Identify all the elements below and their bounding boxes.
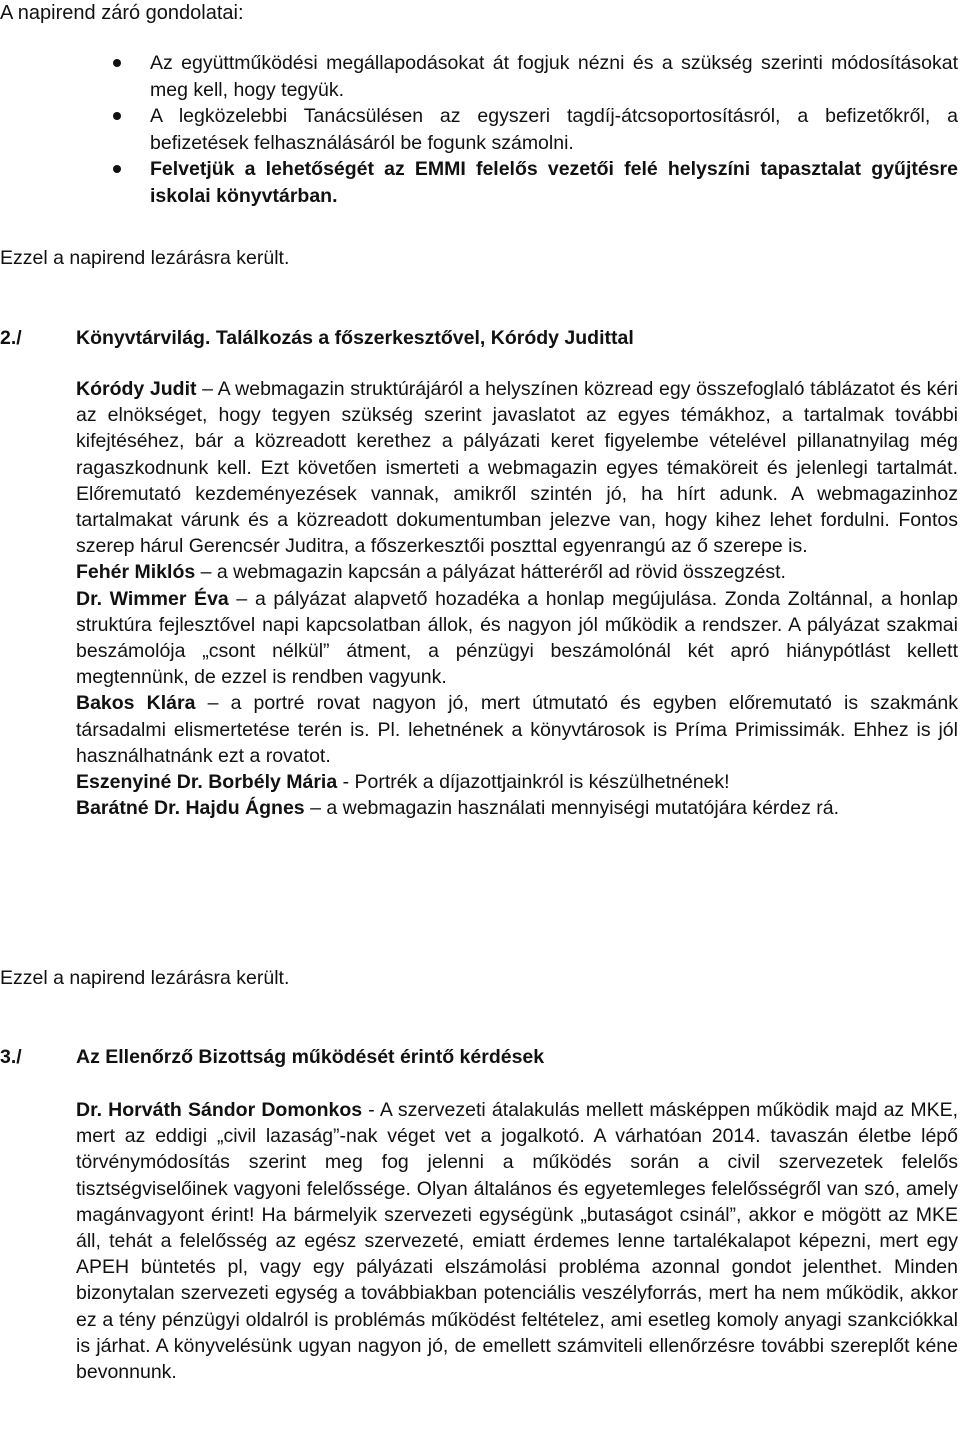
bullet-text: A legközelebbi Tanácsülésen az egyszeri tagdíj-átcsoportosításról, a befizetőkről, a befizetések felhasználásáról be fogunk számolni.	[150, 105, 958, 154]
bullet-dot-icon	[113, 59, 121, 67]
speaker-text: a webmagazin használati mennyiségi mutatójára kérdez rá.	[326, 797, 840, 820]
bullet-item	[0, 156, 958, 209]
speaker-dash: –	[200, 561, 212, 584]
closing-thoughts-list	[0, 50, 958, 209]
speaker-dash: –	[236, 587, 248, 610]
speaker-text: A szervezeti átalakulás mellett másképpen működik majd az MKE, mert az eddigi „civil lazaság”-nak véget vet a jogalkotó. A várhatóan 2014. tavaszán életbe lépő törvénymódosítás szerint meg fog jelenni a működés során a civil szervezetek felelős tisztségviselőinek vagyoni felelőssége. Olyan általános és egyetemleges felelősségről van szó, amely magánvagyont érint! Ha bármelyik szervezeti egységünk „butaságot csinál”, akkor e mögött az MKE áll, tehát a felelősség az egész szervezeté, emiatt érdemes lenne tartalékalapot képezni, mert egy APEH büntetés pl, vagy egy pályázati elszámolási probléma azonnal gondot jelenthet. Minden bizonytalan szervezeti egység a továbbiakban potenciális veszélyforrás, mert ha nem működik, akkor ez a tény pénzügyi oldalról is problémás működést feltételez, ami esetleg komoly anyagi szankciókkal is járhat. A könyvelésünk ugyan nagyon jó, de emellett számviteli ellenőrzésre további szereplőt kéne bevonnunk.	[76, 1099, 958, 1384]
bullet-item	[0, 50, 958, 103]
bullet-dot-icon	[113, 112, 121, 120]
section-2-body	[76, 376, 958, 821]
closing-statement: Ezzel a napirend lezárásra került.	[0, 247, 290, 269]
speaker-text: a webmagazin kapcsán a pályázat hátteréről ad rövid összegzést.	[216, 561, 786, 584]
closing-statement: Ezzel a napirend lezárásra került.	[0, 967, 290, 989]
speaker-paragraph	[76, 690, 958, 769]
bullet-text: Az együttműködési megállapodásokat át fogjuk nézni és a szükség szerinti módosításokat meg kell, hogy tegyük.	[150, 52, 958, 101]
section-title-bold: Könyvtárvilág.	[76, 327, 211, 349]
speaker-dash: –	[207, 692, 219, 715]
speaker-dash: –	[202, 378, 213, 400]
section-title	[76, 1044, 544, 1070]
section-title-rest: Találkozás a főszerkesztővel, Kóródy Judittal	[215, 327, 634, 349]
speaker-text: a portré rovat nagyon jó, mert útmutató és egyben előremutató is szakmánk társadalmi elismertetése terén is. Pl. lehetnének a könyvtárosok is Príma Primissimák. Ehhez is jól használhatnánk ezt a rovatot.	[76, 692, 958, 767]
speaker-name: Kóródy Judit	[76, 378, 197, 400]
speaker-text: a pályázat alapvető hozadéka a honlap megújulása. Zonda Zoltánnal, a honlap struktúra fejlesztővel napi kapcsolatban állok, és nagyon jól működik a rendszer. A pályázat szakmai beszámolója „csont nélkül” átment, a pénzügyi beszámolónál két apró hiánypótlást kellett megtennünk, de ezzel is rendben vagyunk.	[76, 587, 959, 689]
section-number: 2./	[0, 327, 22, 349]
speaker-paragraph	[76, 795, 958, 821]
speaker-paragraph	[76, 586, 958, 691]
speaker-dash: -	[368, 1099, 375, 1121]
speaker-paragraph	[76, 1097, 958, 1385]
speaker-name: Dr. Wimmer Éva	[76, 587, 229, 610]
bullet-dot-icon	[113, 165, 121, 173]
speaker-dash: –	[310, 797, 321, 820]
speaker-paragraph	[76, 559, 958, 585]
section-number: 3./	[0, 1046, 22, 1068]
speaker-paragraph	[76, 769, 958, 795]
section-title-bold: Az Ellenőrző Bizottság működését érintő kérdések	[76, 1046, 545, 1068]
bullet-text: Felvetjük a lehetőségét az EMMI felelős vezetői felé helyszíni tapasztalat gyűjtésre iskolai könyvtárban.	[150, 158, 958, 207]
speaker-paragraph	[76, 376, 958, 559]
section-title	[76, 325, 634, 351]
speaker-name: Fehér Miklós	[76, 561, 196, 584]
section-3-body	[76, 1097, 958, 1385]
speaker-text: A webmagazin struktúrájáról a helyszínen közread egy összefoglaló táblázatot és kéri az elnökséget, hogy tegyen szükség szerint javaslatot az egyes témákhoz, a tartalmak további kifejtéséhez, bár a közreadott kerethez a pályázati keret figyelembe vételével pillanatnyilag még ragaszkodnunk kell. Ezt követően ismerteti a webmagazin egyes témaköreit és jelenlegi tartalmát. Előremutató kezdeményezések vannak, amikről szintén jó, ha hírt adunk. A webmagazinhoz tartalmakat várunk és a közreadott dokumentumban jelezve van, hogy kihez lehet fordulni. Fontos szerep hárul Gerencsér Juditra, a főszerkesztői poszttal egyenrangú az ő szerepe is.	[76, 378, 959, 558]
speaker-name: Dr. Horváth Sándor Domonkos	[76, 1099, 363, 1121]
speaker-text: Portrék a díjazottjainkról is készülhetnének!	[354, 771, 730, 794]
closing-thoughts-heading: A napirend záró gondolatai:	[0, 2, 244, 24]
bullet-item	[0, 103, 958, 156]
speaker-name: Eszenyiné Dr. Borbély Mária	[76, 771, 338, 794]
speaker-dash: -	[342, 771, 350, 794]
speaker-name: Bakos Klára	[76, 692, 196, 715]
speaker-name: Barátné Dr. Hajdu Ágnes	[76, 797, 305, 820]
